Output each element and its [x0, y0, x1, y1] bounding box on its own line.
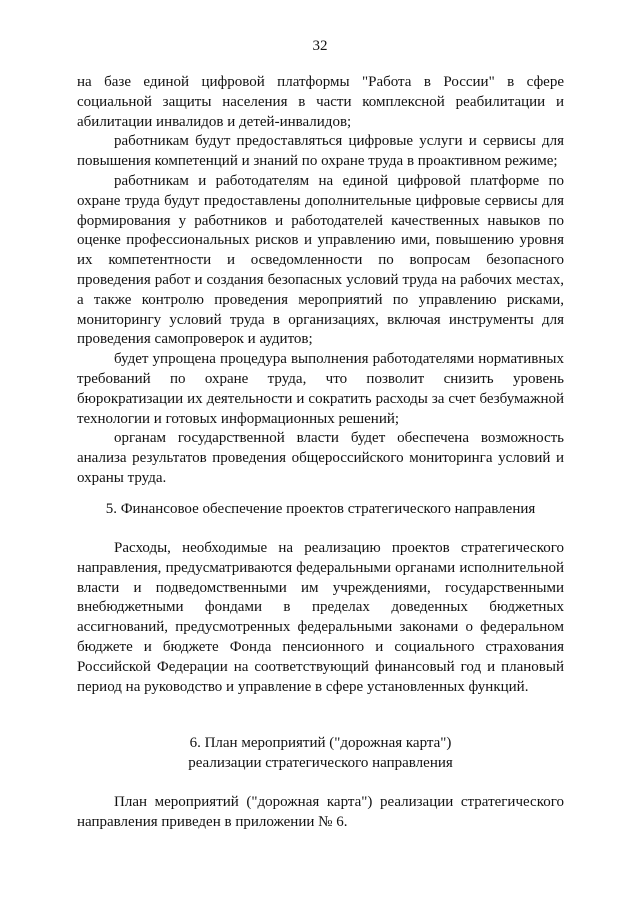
section-5-heading: 5. Финансовое обеспечение проектов стратегического направления	[105, 501, 536, 517]
section-5-text-block	[77, 539, 564, 697]
page-number: 32	[312, 38, 328, 54]
paragraph: работникам будут предоставляться цифровые услуги и сервисы для повышения компетенций и знаний по охране труда в проактивном режиме;	[77, 133, 564, 170]
section-6-heading	[77, 734, 564, 774]
paragraph: работникам и работодателям на единой цифровой платформе по охране труда будут предоставлены дополнительные цифровые сервисы для формирования у работников и работодателей качественных навыков по оценке профессиональных рисков и управлению ими, повышению уровня их компетентности и осведомленности по вопросам безопасного проведения работ и создания безопасных условий труда на рабочих местах, а также контролю проведения мероприятий по управлению рисками, мониторингу условий труда в организациях, включая инструменты для проведения самопроверок и аудитов;	[77, 172, 564, 348]
paragraph: на базе единой цифровой платформы "Работа в России" в сфере социальной защиты населения в части комплексной реабилитации и абилитации инвалидов и детей-инвалидов;	[77, 74, 564, 130]
paragraph: План мероприятий ("дорожная карта") реализации стратегического направления приведен в приложении № 6.	[77, 794, 564, 830]
section-6-heading-line2: реализации стратегического направления	[188, 754, 453, 771]
section-6-heading-line1: 6. План мероприятий ("дорожная карта")	[189, 735, 452, 751]
intro-text-block	[77, 73, 564, 489]
paragraph: Расходы, необходимые на реализацию проектов стратегического направления, предусматриваются федеральными органами исполнительной власти и подведомственными им учреждениями, государственными внебюджетными фондами в пределах доведенных бюджетных ассигнований, предусмотренных федеральными законами о федеральном бюджете и бюджете Фонда пенсионного и социального страхования Российской Федерации на соответствующий финансовый год и плановый период на руководство и управление в сфере установленных функций.	[77, 540, 564, 695]
section-6-text-block	[77, 793, 564, 833]
paragraph: органам государственной власти будет обеспечена возможность анализа результатов проведения общероссийского мониторинга условий и охраны труда.	[77, 430, 564, 486]
paragraph: будет упрощена процедура выполнения работодателями нормативных требований по охране труда, что позволит снизить уровень бюрократизации их деятельности и сократить расходы за счет безбумажной технологии и готовых информационных решений;	[77, 351, 564, 427]
